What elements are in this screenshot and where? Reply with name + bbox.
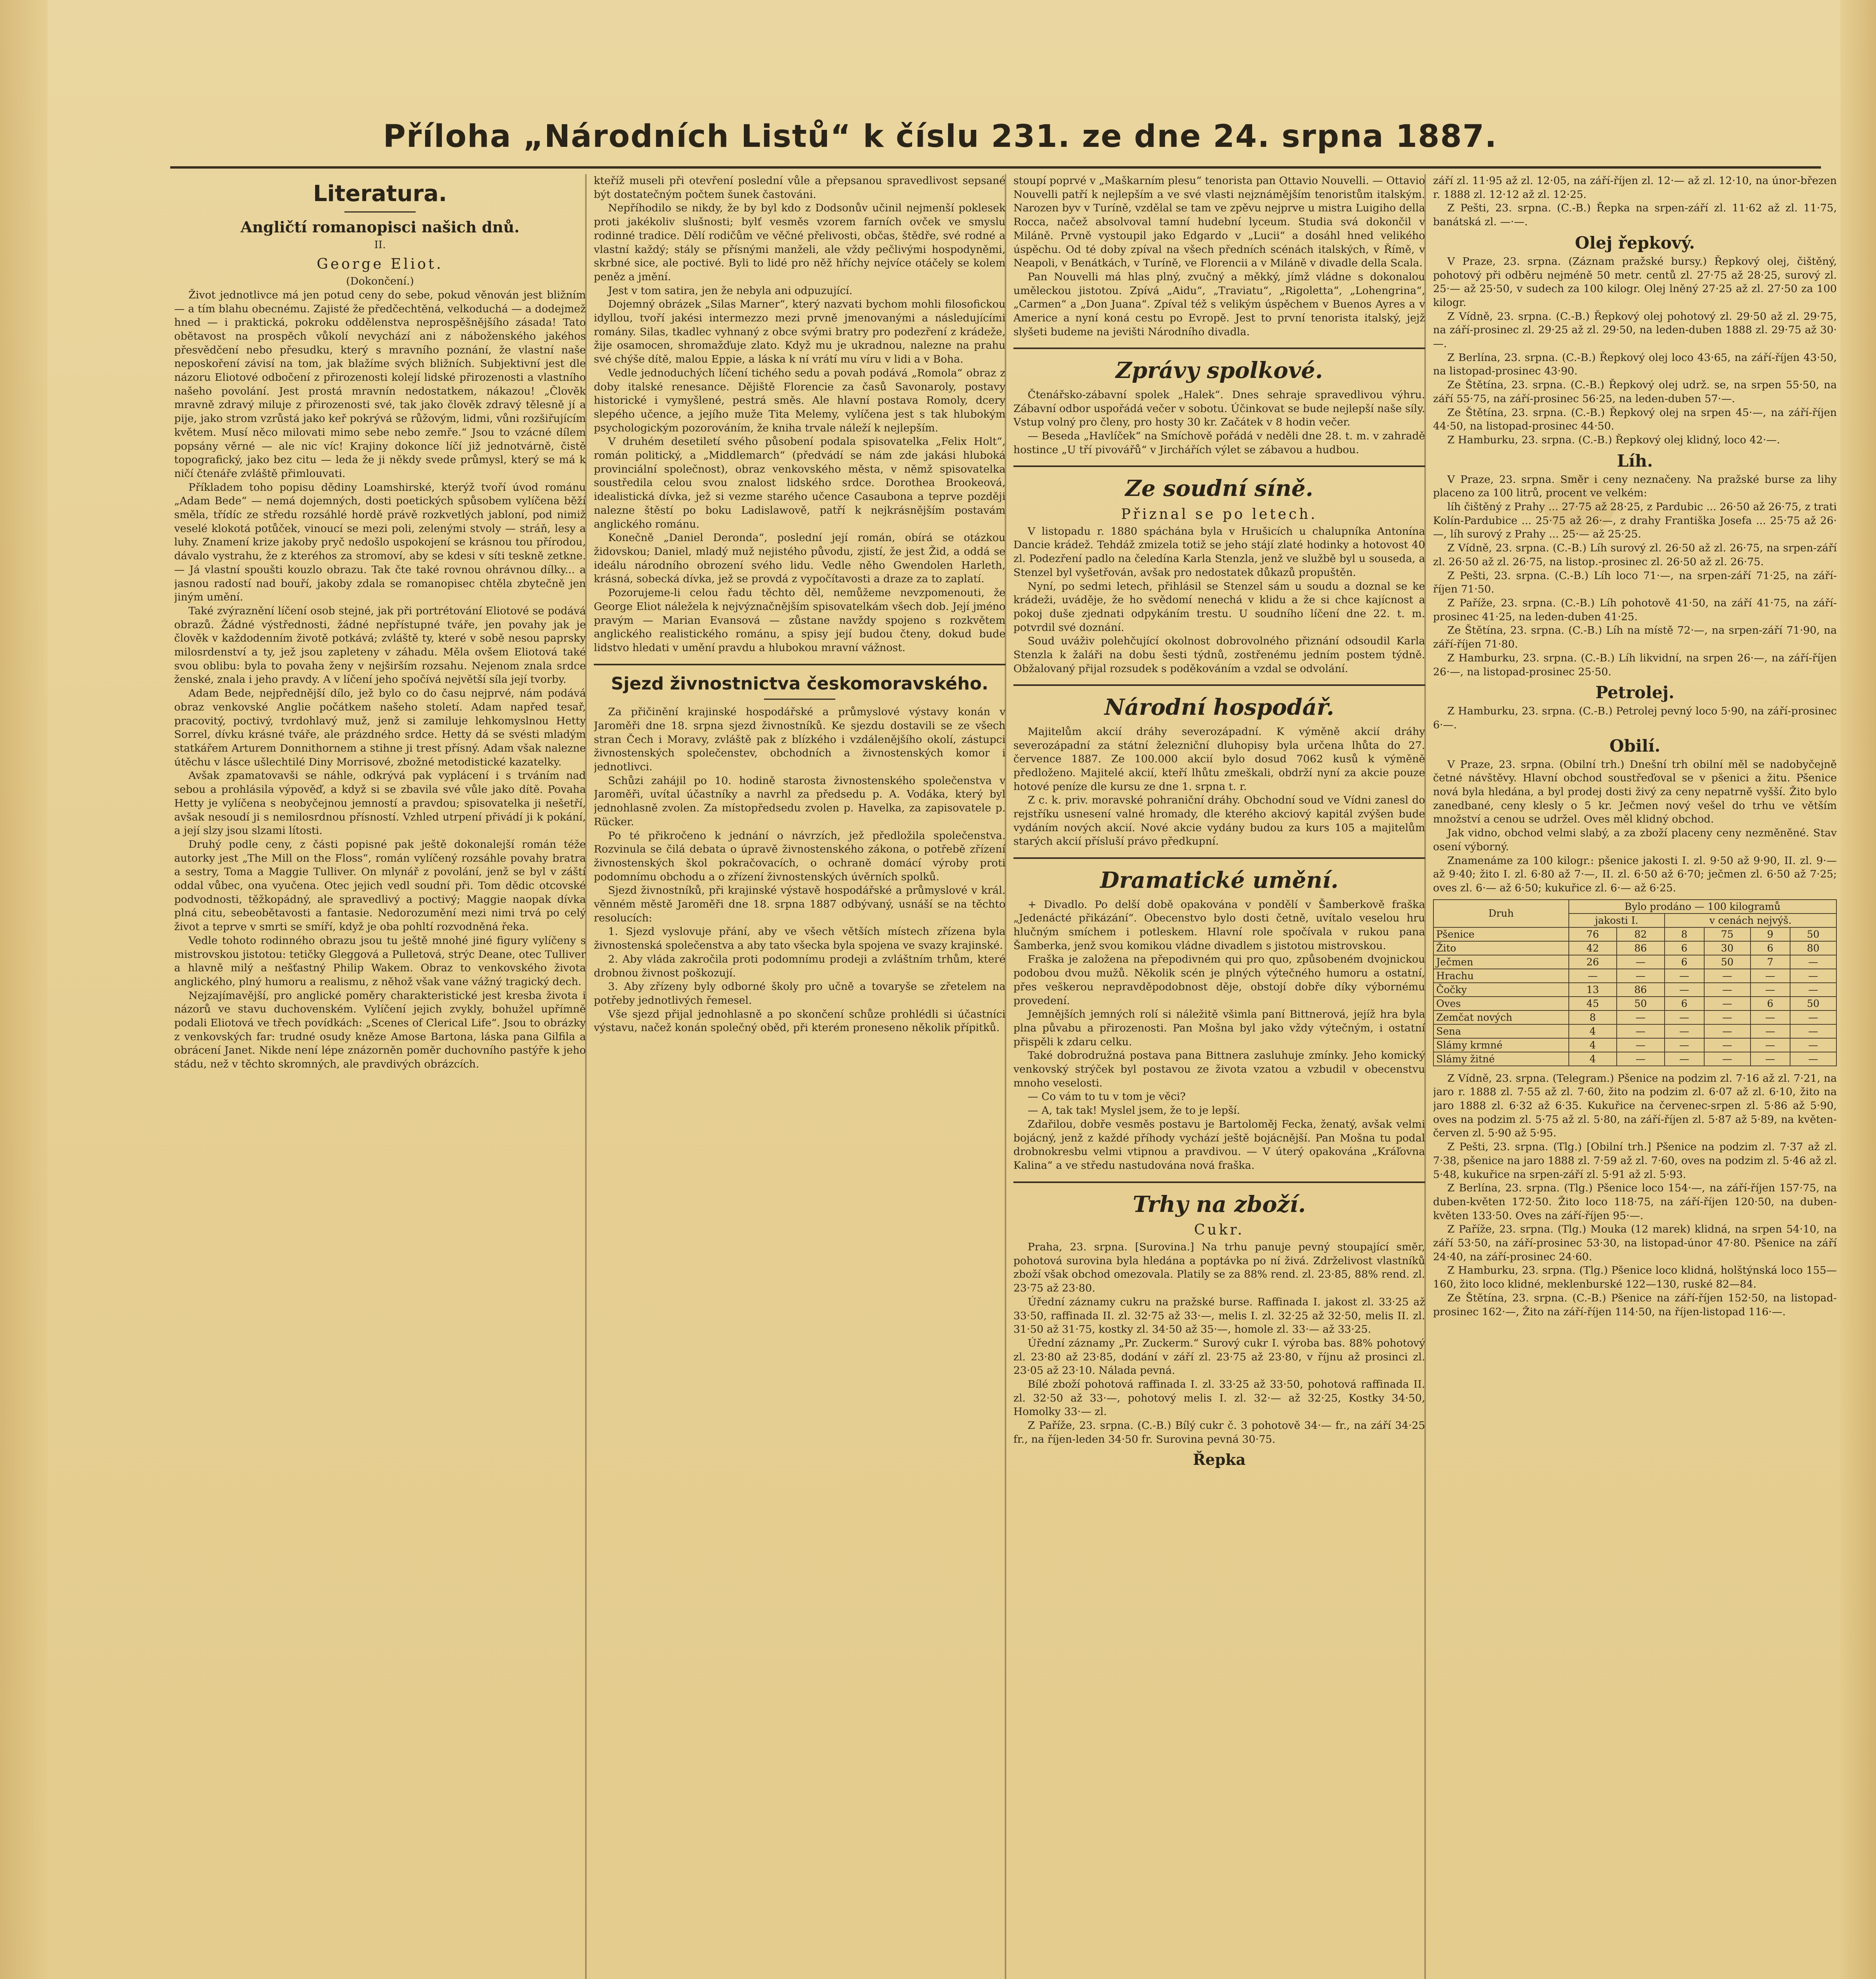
table-cell-druh: Hrachu — [1433, 969, 1569, 983]
section-title-zpravy-spolkove: Zprávy spolkové. — [1116, 357, 1323, 384]
table-cell: — — [1617, 1024, 1665, 1038]
table-cell: — — [1617, 1052, 1665, 1066]
section-rule — [764, 699, 835, 700]
table-cell: 8 — [1569, 1010, 1617, 1024]
paragraph: V Praze, 23. srpna. (Obilní trh.) Dnešní trh obilní měl se nadobyčejně četné návštěvy. Hlavní obchod soustřeďoval se v pšenici a žitu. Pšenice nová byla hledána, a byl prodej dosti živý za ceny nepatrně vyšší. Žito bylo zanedbané, ceny klesly o 5 kr. Ječmen nový vešel do trhu ve větším množství a cenou se udržel. Oves měl klidný obchod. — [1433, 758, 1837, 826]
table-header-row — [1433, 900, 1836, 914]
paragraph: 1. Sjezd vyslovuje přání, aby ve všech větších místech zřízena byla živnostenská společenstva a aby tato všecka byla spojena ve svazy krajinské. — [594, 925, 1005, 952]
table-cell: 7 — [1751, 955, 1790, 969]
table-cell: — — [1665, 1052, 1704, 1066]
section-title-lih: Líh. — [1617, 451, 1653, 471]
section-title-dramaticke-umeni: Dramatické umění. — [1100, 867, 1339, 894]
column-2 — [594, 174, 1005, 1979]
table-cell: — — [1617, 955, 1665, 969]
table-cell: 13 — [1569, 983, 1617, 997]
paragraph: líh čištěný z Prahy ... 27·75 až 28·25, z Pardubic ... 26·50 až 26·75, z trati Kolín-Pardubice ... 25·75 až 26·—, z drahy Františka Josefa ... 25·75 až 26·—, líh surový z Prahy ... 25·— až 25·25. — [1433, 501, 1837, 541]
section-divider — [1013, 465, 1425, 467]
section-title-narodni-hospodar: Národní hospodář. — [1104, 694, 1334, 721]
table-cell: 76 — [1569, 927, 1617, 941]
article-continued: (Dokončení.) — [346, 275, 414, 288]
table-cell: — — [1751, 1038, 1790, 1052]
table-cell: — — [1665, 1038, 1704, 1052]
paragraph: — Beseda „Havlíček“ na Smíchově pořádá v neděli dne 28. t. m. v zahradě hostince „U tří pivovářů“ v Jirchářích výlet se zábavou a hudbou. — [1013, 429, 1425, 456]
paragraph: Konečně „Daniel Deronda“, poslední její román, obírá se otázkou židovskou; Daniel, mladý muž nejistého původu, zjistí, že jest Žid, a oddá se ideálu národního obrození svého lidu. Vedle něho Gwendolen Harleth, krásná, sobecká dívka, jež se provdá z vypočítavosti a draze za to zaplatí. — [594, 532, 1005, 585]
table-cell: — — [1704, 1052, 1751, 1066]
paragraph: Bílé zboží pohotová raffinada I. zl. 33·25 až 33·50, pohotová raffinada II. zl. 32·50 až 33·—, pohotový melis I. zl. 32·— až 32·25, Kostky 34·50, Homolky 33·— zl. — [1013, 1378, 1425, 1418]
table-cell-druh: Sena — [1433, 1024, 1569, 1038]
paper-edge-left — [0, 0, 48, 1979]
table-cell: 82 — [1617, 927, 1665, 941]
article-title: Řepka — [1193, 1450, 1246, 1468]
table-cell: — — [1617, 1038, 1665, 1052]
table-cell: 6 — [1665, 955, 1704, 969]
paragraph: září zl. 11·95 až zl. 12·05, na září-říjen zl. 12·— až zl. 12·10, na únor-březen r. 1888 zl. 12·12 až zl. 12·25. — [1433, 175, 1837, 201]
section-divider — [1013, 857, 1425, 859]
paragraph: Z Hamburku, 23. srpna. (C.-B.) Petrolej pevný loco 5·90, na září-prosinec 6·—. — [1433, 705, 1837, 731]
table-cell-druh: Slámy krmné — [1433, 1038, 1569, 1052]
section-title-trhy-na-zbozi: Trhy na zboží. — [1133, 1191, 1306, 1217]
table-cell: 6 — [1751, 941, 1790, 955]
table-cell: 50 — [1617, 997, 1665, 1010]
table-cell: — — [1665, 1024, 1704, 1038]
paragraph: Z Pešti, 23. srpna. (C.-B.) Řepka na srpen-září zl. 11·62 až zl. 11·75, banátská zl. —·—. — [1433, 202, 1837, 228]
section-divider — [594, 664, 1005, 665]
table-cell: 50 — [1790, 997, 1836, 1010]
paragraph: Vše sjezd přijal jednohlasně a po skončení schůze prohlédli si účastníci výstavu, načež konán společný oběd, při kterém proneseno několik přípitků. — [594, 1008, 1005, 1034]
table-row — [1433, 1052, 1836, 1066]
table-cell: — — [1790, 983, 1836, 997]
table-row — [1433, 941, 1836, 955]
table-cell-druh: Pšenice — [1433, 927, 1569, 941]
paragraph: Po té přikročeno k jednání o návrzích, jež předložila společenstva. Rozvinula se čilá debata o úpravě živnostenského zákona, o potřebě zřízení živnostenských škol pokračovacích, o ochraně domácí výroby proti podomnímu obchodu a o zřízení živnostenských úvěrních spolků. — [594, 829, 1005, 883]
table-cell: 45 — [1569, 997, 1617, 1010]
table-cell: — — [1790, 1052, 1836, 1066]
table-cell: 6 — [1665, 997, 1704, 1010]
paragraph: Z Hamburku, 23. srpna. (C.-B.) Řepkový olej klidný, loco 42·—. — [1447, 433, 1780, 446]
table-header-druh: Druh — [1433, 900, 1569, 927]
table-row — [1433, 1038, 1836, 1052]
table-cell: — — [1790, 969, 1836, 983]
table-cell: — — [1704, 983, 1751, 997]
paragraph: kteříž museli při otevření poslední vůle a přepsanou spravedlivost sepsané být dostatečným počtem šunek častováni. — [594, 175, 1005, 201]
section-title-obili: Obilí. — [1609, 736, 1661, 756]
paragraph: — A, tak tak! Myslel jsem, že to je lepší. — [1028, 1104, 1240, 1117]
paragraph: Jak vidno, obchod velmi slabý, a za zboží placeny ceny nezměněné. Stav osení výborný. — [1433, 827, 1837, 853]
market-table — [1433, 899, 1837, 1066]
paragraph: Sjezd živnostníků, při krajinské výstavě hospodářské a průmyslové v král. věnném městě Jaroměři dne 18. srpna 1887 odbývaný, usnáší se na těchto resolucích: — [594, 884, 1005, 924]
paragraph: Z Pešti, 23. srpna. (Tlg.) [Obilní trh.] Pšenice na podzim zl. 7·37 až zl. 7·38, pšenice na jaro 1888 zl. 7·59 až zl. 7·60, oves na podzim zl. 5·46 až zl. 5·48, kukuřice na srpen-září zl. 5·91 až zl. 5·93. — [1433, 1141, 1837, 1181]
table-title: Bylo prodáno — [1624, 900, 1692, 912]
paragraph: Z Paříže, 23. srpna. (C.-B.) Bílý cukr č. 3 pohotově 34·— fr., na září 34·25 fr., na říjen-leden 34·50 fr. Surovina pevná 30·75. — [1013, 1419, 1425, 1445]
paragraph: Z Vídně, 23. srpna. (C.-B.) Líh surový zl. 26·50 až zl. 26·75, na srpen-září zl. 26·50 až zl. 26·75, na listop.-prosinec zl. 26·50 až zl. 26·75. — [1433, 542, 1837, 568]
paragraph: 2. Aby vláda zakročila proti podomnímu prodeji a zvláštním trhům, které drobnou živnost poškozují. — [594, 953, 1005, 979]
table-cell: — — [1665, 1010, 1704, 1024]
paragraph: Vedle jednoduchých líčení tichého sedu a povah podává „Romola“ obraz z doby italské renesance. Dějiště Florencie za časů Savonaroly, postavy historické i vymyšlené, pestrá směs. Ale hlavní postava Romoly, dcery slepého učence, a jejího muže Tita Melemy, vylíčena jest s tak hlubokým psychologickým pozorováním, že kniha trvale náleží k nejlepším. — [594, 367, 1005, 434]
column-4 — [1433, 174, 1837, 1979]
table-cell: — — [1751, 969, 1790, 983]
paragraph: Jest v tom satira, jen že nebyla ani odpuzující. — [608, 284, 853, 297]
header-rule — [170, 166, 1821, 169]
paragraph: 3. Aby zřízeny byly odborné školy pro učně a tovaryše se zřetelem na potřeby jednotlivých řemesel. — [594, 980, 1005, 1007]
page-header: Příloha „Národních Listů“ k číslu 231. ze dne 24. srpna 1887. — [383, 119, 1498, 154]
article-title: Přiznal se po letech. — [1121, 506, 1318, 522]
table-cell-druh: Zemčat nových — [1433, 1010, 1569, 1024]
paragraph: Život jednotlivce má jen potud ceny do sebe, pokud věnován jest bližním — a tím blahu obecnému. Zajisté že předčechtěná, velkoduchá — a dodejmež hned — i praktická, pokroku oddělenstva neprospěšnějšího zásada! Tato obětavost na prospěch vůkolí nevychází ani z náboženského jakéhos přesvědčení nebo přesudku, který s mravního poznání, že vlastní naše neposkoření závisí na tom, jak blažíme svých bližních. Subjektivní jest dle názoru Eliotové odbočení z přirozenosti kolejí lidské přirozenosti a vlastního našeho povolání. Jest prostá mravnín nedostatkem, nákazou! „Člověk mravně zdravý miluje z přirozenosti své, tak jako člověk zdravý tělesně jí a pije, jako strom vzrůstá jako keř pokrývá se růžovým, lidmi, vůni rozšiřujícím květem. Musí něco milovati mimo sebe nebo zemře.“ Jsou to vzácné dílem popsány věrné — ale nic víc! Krajiny dokonce líčí již jednotvárně, čistě topografický, jako bez citu — leda že ji někdy svede průmysl, který se má k ničí čtenáře zvláště přimlouvati. — [174, 289, 586, 480]
table-cell: — — [1790, 1024, 1836, 1038]
section-title-sjezd: Sjezd živnostnictva českomoravského. — [611, 673, 988, 694]
paragraph: Fraška je založena na přepodivném qui pro quo, způsobeném dvojnickou podobou dvou mužů. Několik scén je plných výtečného humoru a ostatní, přes veškerou nepravděpodobnost děje, obstojí dobře díky výbornému provedení. — [1013, 953, 1425, 1007]
paragraph: Pan Nouvelli má hlas plný, zvučný a měkký, jímž vládne s dokonalou uměleckou jistotou. Zpívá „Aidu“, „Traviatu“, „Rigoletta“, „Lohengrina“, „Carmen“ a „Don Juana“. Zpíval též s velikým úspěchem v Buenos Ayres a v Americe a nyní koná cestu po Evropě. Jest to první tenorista italský, jejž slyšeti budeme na jevišti Národního divadla. — [1013, 270, 1425, 338]
paragraph: Z c. k. priv. moravské pohraniční dráhy. Obchodní soud ve Vídni zanesl do rejstříku usnesení valné hromady, dle kterého akciový kapitál zvýšen bude vydáním nových akcií. Nové akcie vydány budou za kurs 105 a majitelům starých akcií přísluší právo předkupní. — [1013, 794, 1425, 848]
article-title: Cukr. — [1194, 1222, 1245, 1238]
section-title-olej-repkovy: Olej řepkový. — [1575, 233, 1695, 253]
paragraph: + Divadlo. Po delší době opakována v pondělí v Šamberkově fraška „Jedenácté přikázání“. Obecenstvo bylo dosti četně, uvítalo veselou hru hlučným smíchem i potleskem. Hlavní role spočívala v rukou pana Šamberka, jenž svou komikou vládne divadlem s jistotou mistrovskou. — [1013, 898, 1425, 952]
table-body — [1433, 927, 1836, 1066]
table-header-ceny: v cenách nejvýš. — [1665, 914, 1836, 927]
paragraph: Také zvýraznění líčení osob stejné, jak při portrétování Eliotové se podává obrazů. Žádné výstřednosti, žádné nepřístupné tváře, jen povahy jak je člověk v každodenním životě potkává; zvláště ty, které v sobě nesou paprsky milosrdenství a ty, jež jsou zapleteny v záhadu. Měla ovšem Eliotová také svou oblibu: byla to povaha ženy v nejširším rozsahu. Nejenom znala srdce ženské, znala i jeho pravdy. A v líčení jeho spočívá největší síla její tvorby. — [174, 604, 586, 686]
table-cell-druh: Ječmen — [1433, 955, 1569, 969]
section-divider — [1013, 348, 1425, 349]
table-cell: — — [1751, 1010, 1790, 1024]
paragraph: Ze Štětína, 23. srpna. (C.-B.) Pšenice na září-říjen 152·50, na listopad-prosinec 162·—, Žito na září-říjen 114·50, na říjen-listopad 116·—. — [1433, 1291, 1837, 1318]
table-cell-druh: Oves — [1433, 997, 1569, 1010]
table-cell: — — [1751, 1024, 1790, 1038]
table-cell: — — [1617, 969, 1665, 983]
paragraph: Jemnějších jemných rolí si náležitě všimla paní Bittnerová, jejíž hra byla plna půvabu a přirozenosti. Pan Mošna byl jako vždy výtečným, i ostatní přispěli k zdaru celku. — [1013, 1008, 1425, 1048]
table-cell: 75 — [1704, 927, 1751, 941]
column-1 — [174, 174, 586, 1979]
table-cell-druh: Čočky — [1433, 983, 1569, 997]
table-cell: 26 — [1569, 955, 1617, 969]
paragraph: Adam Bede, nejpřednější dílo, jež bylo co do času nejprvé, nám podává obraz venkovské Anglie počátkem našeho století. Adam napřed tesař, pracovitý, poctivý, tvrdohlavý muž, jenž si zamiluje lehkomyslnou Hetty Sorrel, dívku krásné tváře, ale prázdného srdce. Hetty dá se svésti mladým statkářem Arturem Donnithornem a stihne ji trest přísný. Adam však nalezne útěchu v lásce ušlechtilé Diny Morrisové, zbožné metodistické kazatelky. — [174, 687, 586, 768]
table-cell: 6 — [1751, 997, 1790, 1010]
paragraph: Pozorujeme-li celou řadu těchto děl, nemůžeme nevzpomenouti, že George Eliot náležela k nejvýznačnějším spisovatelkám všech dob. Její jméno pravým — Marian Evansová — zůstane navždy spojeno s rozkvětem anglického realistického románu, a spisy její budou čteny, dokud bude lidstvo hledati v umění pravdu a hlubokou mravní vážnost. — [594, 587, 1005, 654]
paragraph: V druhém desetiletí svého působení podala spisovatelka „Felix Holt“, román politický, a „Middlemarch“ (předvádí se nám zde jakási hluboká provinciální společnost), obraz venkovského města, v němž spisovatelka soustředila celou svou znalost lidského srdce. Dorothea Brookeová, idealistická dívka, jež si vezme starého učence Casaubona a teprve později nalezne štěstí po boku Ladislawově, patří k nejkrásnějším postavám anglického románu. — [594, 435, 1005, 530]
table-cell: — — [1751, 1052, 1790, 1066]
table-cell: 86 — [1617, 983, 1665, 997]
paragraph: Zdařilou, dobře vesměs postavu je Bartoloměj Fecka, ženatý, avšak velmi bojácný, jenž z každé příhody vychází ještě bojácnější. Pan Mošna tu podal drobnokresbu velmi vtipnou a pravdivou. — V úterý opakována „Kráľovna Kalina“ a ve středu nastudována nová fraška. — [1013, 1118, 1425, 1172]
table-cell: — — [1790, 955, 1836, 969]
table-cell: 4 — [1569, 1024, 1617, 1038]
paragraph: Také dobrodružná postava pana Bittnera zasluhuje zmínky. Jeho komický venkovský strýček byl postavou ze života vzatou a vzbudil v obecenstvu mnoho veselosti. — [1013, 1049, 1425, 1089]
table-cell: — — [1751, 983, 1790, 997]
table-cell: 42 — [1569, 941, 1617, 955]
paragraph: Schůzi zahájil po 10. hodině starosta živnostenského společenstva v Jaroměři, uvítal účastníky a navrhl za předsedu p. A. Vodáka, který byl jednohlasně zvolen. Za místopředsedu zvolen p. Havelka, za zapisovatele p. Rücker. — [594, 774, 1005, 828]
table-cell: 80 — [1790, 941, 1836, 955]
table-row — [1433, 1024, 1836, 1038]
table-cell: 4 — [1569, 1038, 1617, 1052]
table-cell: — — [1665, 983, 1704, 997]
section-rule — [344, 211, 416, 213]
paragraph: Z Vídně, 23. srpna. (C.-B.) Řepkový olej pohotový zl. 29·50 až zl. 29·75, na září-prosinec zl. 29·25 až zl. 29·50, na leden-duben 1888 zl. 29·75 až 30·—. — [1433, 310, 1837, 350]
table-cell: — — [1790, 1010, 1836, 1024]
table-cell: 86 — [1617, 941, 1665, 955]
table-cell: 8 — [1665, 927, 1704, 941]
table-header-jakost: jakosti I. — [1569, 914, 1665, 927]
table-row — [1433, 969, 1836, 983]
paragraph: Z Pešti, 23. srpna. (C.-B.) Líh loco 71·—, na srpen-září 71·25, na září-říjen 71·50. — [1433, 569, 1837, 596]
paragraph: Avšak zpamatovavši se náhle, odkrývá pak vyplácení i s trváním nad sebou a prohlásila výpověď, a když si se zbavila své vůle jako dítě. Povaha Hetty je vylíčena s neobyčejnou jemností a pravdou; spisovatelka ji nešetří, avšak nesoudí ji s nemilosrdnou přísností. Vzhled utrpení přivádí ji k pokání, a její slzy jsou slzami lítosti. — [174, 769, 586, 837]
table-cell: — — [1704, 1010, 1751, 1024]
table-cell: 9 — [1751, 927, 1790, 941]
table-cell: — — [1704, 1038, 1751, 1052]
column-3 — [1013, 174, 1425, 1979]
paragraph: V Praze, 23. srpna. Směr i ceny neznačeny. Na pražské burse za lihy placeno za 100 litrů, procent ve velkém: — [1433, 473, 1837, 499]
article-author: George Eliot. — [317, 256, 443, 273]
paragraph: Znamenáme za 100 kilogr.: pšenice jakosti I. zl. 9·50 až 9·90, II. zl. 9·— až 9·40; žito I. zl. 6·80 až 7·—, II. zl. 6·50 až 6·70; ječmen zl. 6·50 až 7·25; oves zl. 6·— až 6·50; kukuřice zl. 6·— až 6·25. — [1433, 854, 1837, 894]
paragraph: Z Paříže, 23. srpna. (C.-B.) Líh pohotově 41·50, na září 41·75, na září-prosinec 41·25, na leden-duben 41·25. — [1433, 596, 1837, 623]
paragraph: Z Paříže, 23. srpna. (Tlg.) Mouka (12 marek) klidná, na srpen 54·10, na září 53·50, na září-prosinec 53·30, na listopad-únor 47·80. Pšenice na září 24·40, na září-prosinec 24·60. — [1433, 1223, 1837, 1263]
table-cell: 4 — [1569, 1052, 1617, 1066]
paragraph: Nepříhodilo se nikdy, že by byl kdo z Dodsonův učinil nejmenší poklesek proti jakékoliv slušnosti; bylť vesměs vzorem farních ovček ve smyslu rodinné tradice. Dělí rodičům ve věčné přelivosti, občas, štědře, své rodné a vlastní každý; stály se přísnými manželi, ale vždy pečlivými hospodyněmi, skrbné sice, ale poctivé. Byli to lidé pro něž hříchy nejvíce otáčely se kolem peněz a jmění. — [594, 202, 1005, 283]
paragraph: stoupí poprvé v „Maškarním plesu“ tenorista pan Ottavio Nouvelli. — Ottavio Nouvelli patří k nejlepším a ve své vlasti nejznámějším tenoristům italským. Narozen byv v Turíně, vzdělal se tam ve zpěvu nejprve u mistra Luigiho della Rocca, načež absolvoval tamní hudební lyceum. Studia svá dokončil v Miláně. Prvně vystoupil jako Edgardo v „Lucii“ a dosáhl hned velikého úspěchu. Od té doby zpíval na všech předních scénách italských, v Římě, v Neapoli, v Benátkách, v Turíně, ve Florencii a v Miláně v divadle della Scala. — [1013, 175, 1425, 270]
paragraph: Z Berlína, 23. srpna. (C.-B.) Řepkový olej loco 43·65, na září-říjen 43·50, na listopad-prosinec 43·90. — [1433, 351, 1837, 378]
paragraph: Dojemný obrázek „Silas Marner“, který nazvati bychom mohli filosofickou idyllou, tvoří jakési intermezzo mezi prvně jmenovanými a následujícími romány. Silas, tkadlec vyhnaný z obce svými bratry pro podezření z krádeže, žije osamocen, shromažďuje zlato. Když mu je ukradnou, nalezne na prahu své chýše dítě, malou Eppie, a láska k ní vrátí mu víru v lidi a v Boha. — [594, 298, 1005, 366]
paragraph: Ze Štětína, 23. srpna. (C.-B.) Řepkový olej na srpen 45·—, na září-říjen 44·50, na listopad-prosinec 44·50. — [1433, 406, 1837, 433]
paragraph: Z Hamburku, 23. srpna. (C.-B.) Líh likvidní, na srpen 26·—, na září-říjen 26·—, na listopad-prosinec 25·50. — [1433, 651, 1837, 678]
paragraph: Úřední záznamy cukru na pražské burse. Raffinada I. jakost zl. 33·25 až 33·50, raffinada II. zl. 32·75 až 33·—, melis I. zl. 32·25 až 32·50, melis II. zl. 31·50 až 31·75, kostky zl. 34·50 až 35·—, homole zl. 33·— až 33·25. — [1013, 1295, 1425, 1336]
table-cell: — — [1704, 997, 1751, 1010]
table-row — [1433, 1010, 1836, 1024]
paragraph: Úřední záznamy „Pr. Zuckerm.“ Surový cukr I. výroba bas. 88% pohotový zl. 23·80 až 23·85, dodání v září zl. 23·75 až 23·80, v říjnu až prosinci zl. 23·05 až 23·10. Nálada pevná. — [1013, 1337, 1425, 1377]
paragraph: Čtenářsko-zábavní spolek „Halek“. Dnes sehraje spravedlivou výhru. Zábavní odbor uspořádá večer v sobotu. Účinkovat se bude nejlepší naše síly. Vstup volný pro členy, pro hosty 30 kr. Začátek v 8 hodin večer. — [1013, 388, 1425, 429]
paragraph: — Co vám to tu v tom je věci? — [1028, 1090, 1186, 1103]
paragraph: Nejzajímavější, pro anglické poměry charakteristické jest kresba života i názorů ve stavu duchovenském. Vylíčení jejich zvykly, bohužel upřímně podali Eliotová ve třech povídkách: „Scenes of Clerical Life“. Jsou to obrázky z venkovských far: trudné osudy kněze Amose Bartona, láska pana Gilfila a obrácení Janet. Nikde není lépe znázorněn poměr duchovního pastýře k jeho stádu, než v těchto skromných, ale pravdivých obrázcích. — [174, 989, 586, 1071]
article-part: II. — [374, 239, 386, 251]
table-cell: 50 — [1790, 927, 1836, 941]
paper-edge-right — [1840, 0, 1876, 1979]
paragraph: Z Berlína, 23. srpna. (Tlg.) Pšenice loco 154·—, na září-říjen 157·75, na duben-květen 172·50. Žito loco 118·75, na září-říjen 120·50, na duben-květen 133·50. Oves na září-říjen 95·—. — [1433, 1182, 1837, 1222]
section-divider — [1013, 684, 1425, 686]
table-cell: — — [1569, 969, 1617, 983]
paragraph: Nyní, po sedmi letech, přihlásil se Stenzel sám u soudu a doznal se ke krádeži, uváděje, že ho svědomí nenechá v klidu a že si chce kajícnost a pokoj duše zjednati odpykáním trestu. U soudního líčení dne 22. t. m. potvrdil své doznání. — [1013, 580, 1425, 634]
paragraph: Ze Štětína, 23. srpna. (C.-B.) Líh na místě 72·—, na srpen-září 71·90, na září-říjen 71·80. — [1433, 624, 1837, 651]
paragraph: Ze Štětína, 23. srpna. (C.-B.) Řepkový olej udrž. se, na srpen 55·50, na září 55·75, na září-prosinec 56·25, na leden-duben 57·—. — [1433, 379, 1837, 405]
table-cell: 30 — [1704, 941, 1751, 955]
paragraph: Majitelům akcií dráhy severozápadní. K výměně akcií dráhy severozápadní za státní železniční dluhopisy byla určena lhůta do 27. července 1887. Ze 100.000 akcií bylo dosud 7062 kusů k výměně předloženo. Majitelé akcií, kteří lhůtu zmeškali, obdrží nyní za akcie pouze hotové peníze dle kursu ze dne 1. srpna t. r. — [1013, 725, 1425, 793]
table-cell: — — [1704, 969, 1751, 983]
table-cell: — — [1704, 1024, 1751, 1038]
table-row — [1433, 983, 1836, 997]
table-row — [1433, 997, 1836, 1010]
table-cell-druh: Žito — [1433, 941, 1569, 955]
table-row — [1433, 927, 1836, 941]
table-cell: 50 — [1704, 955, 1751, 969]
section-title-literatura: Literatura. — [313, 181, 447, 207]
table-cell: 6 — [1665, 941, 1704, 955]
table-cell: — — [1617, 1010, 1665, 1024]
section-title-petrolej: Petrolej. — [1595, 683, 1675, 703]
paragraph: Vedle tohoto rodinného obrazu jsou tu ještě mnohé jiné figury vylíčeny s mistrovskou jistotou: tetičky Gleggová a Pulletová, strýc Deane, otec Tulliver a hlavně milý a nešťastný Philip Wakem. Obraz to venkovského života anglického, plný humoru a realismu, z něhož však vane vážný tragický dech. — [174, 934, 586, 988]
paragraph: Za přičinění krajinské hospodářské a průmyslové výstavy konán v Jaroměři dne 18. srpna sjezd živnostníků. Ke sjezdu dostavili se ze všech stran Čech i Moravy, zvláště pak z blízkého i vzdálenějšího okolí, zástupci živnostenských společenstev, obchodních a živnostenských komor i jednotlivci. — [594, 706, 1005, 773]
paragraph: Soud uváživ polehčující okolnost dobrovolného přiznání odsoudil Karla Stenzla k žaláři na dobu šesti týdnů, zostřenému jedním postem týdně. Obžalovaný přijal rozsudek s poděkováním a vzdal se odvolání. — [1013, 635, 1425, 675]
table-cell: — — [1790, 1038, 1836, 1052]
paragraph: Příkladem toho popisu dědiny Loamshirské, kterýž tvoří úvod románu „Adam Bede“ — nemá dojemných, dosti poetických spůsobem vylíčena běží směla, třídíc ze středu rozsáhlé hordě právě rozkvetlých jabloní, pod nimiž veselé klokotá potůček, vinoucí se mezi poli, zelenými stvoly — stráň, lesy a luhy. Znamení krize jakoby pryč nedošlo uspokojení se krásnou tou přírodou, dávalo vystrahu, že z kteréhos za stromoví, aby se kdesi v síti teskně zetkne. — Já vlastní spoušti kouzlo obrazu. Tak čte také rovnou ohrávnou dílky... a jasnou radostí nad bouří, jakoby zdala se romanopisec chtěla zbytečně jen jiným umění. — [174, 481, 586, 604]
table-subtitle: 100 kilogramů — [1707, 900, 1781, 912]
table-header-title: Bylo prodáno — 100 kilogramů — [1569, 900, 1836, 914]
section-divider — [1013, 1181, 1425, 1183]
table-cell-druh: Slámy žitné — [1433, 1052, 1569, 1066]
paragraph: V listopadu r. 1880 spáchána byla v Hrušicích u chalupníka Antonína Dancie krádež. Tehdáž zmizela totiž se jeho stájí zlaté hodinky a hotovost 40 zl. Podezření padlo na čeledína Karla Stenzla, jenž ve službě byl u souseda, a Stenzel byl vyšetřován, avšak pro nedostatek důkazů propuštěn. — [1013, 525, 1425, 579]
article-title: Angličtí romanopisci našich dnů. — [240, 218, 520, 236]
section-title-ze-soudni-sine: Ze soudní síně. — [1125, 475, 1313, 502]
paragraph: Druhý podle ceny, z části popisné pak ještě dokonalejší román téže autorky jest „The Mill on the Floss“, román vylíčený rozsáhle povahy bratra a sestry, Toma a Maggie Tulliver. On mlynář z povolání, jenž se byl v záští oddal vůbec, ona vyučena. Otec jejich vedl soudní při. Tom dědic otcovské podvodnosti, těžkopádný, ale spravedlivý a poctivý; Maggie naopak dívka plná citu, sebeobětavosti a fantasie. Nedorozumění mezi nimi trvá po celý život a teprve v smrti se smíří, když je oba pohltí rozvodněná řeka. — [174, 838, 586, 933]
paragraph: V Praze, 23. srpna. (Záznam pražské bursy.) Řepkový olej, čištěný, pohotový při odběru nejméně 50 metr. centů zl. 27·75 až 28·25, surový zl. 25·— až 25·50, v sudech za 100 kilogr. Olej lněný 27·25 až zl. 27·50 za 100 kilogr. — [1433, 255, 1837, 309]
table-cell: — — [1665, 969, 1704, 983]
paragraph: Praha, 23. srpna. [Surovina.] Na trhu panuje pevný stoupající směr, pohotová surovina byla hledána a poptávka po ní živá. Zdrželivost vlastníků zboží však obchod omezovala. Platily se za 88% rend. zl. 23·85, 88% rend. zl. 23·75 až 23·80. — [1013, 1241, 1425, 1295]
paragraph: Z Vídně, 23. srpna. (Telegram.) Pšenice na podzim zl. 7·16 až zl. 7·21, na jaro r. 1888 zl. 7·55 až zl. 7·60, žito na podzim zl. 6·07 až zl. 6·10, žito na jaro 1888 zl. 6·32 až 6·35. Kukuřice na červenec-srpen zl. 5·86 až 5·90, oves na podzim zl. 5·75 až zl. 5·80, na září-říjen zl. 5·87 až 5·89, na květen-červen zl. 5·90 až 5·95. — [1433, 1072, 1837, 1140]
table-row — [1433, 955, 1836, 969]
paragraph: Z Hamburku, 23. srpna. (Tlg.) Pšenice loco klidná, holštýnská loco 155—160, žito loco klidné, meklenburské 122—130, ruské 82—84. — [1433, 1264, 1837, 1291]
